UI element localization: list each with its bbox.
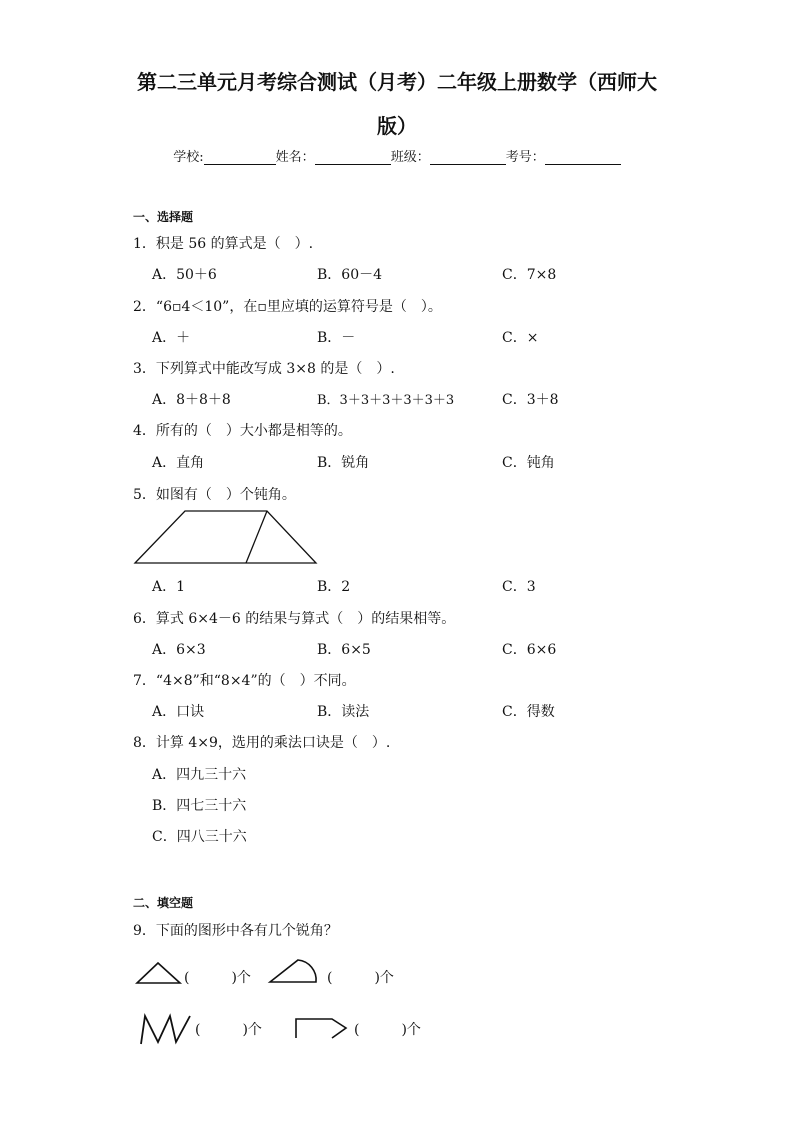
q3-option-b[interactable]: B．3＋3＋3＋3＋3＋3 (317, 393, 455, 408)
q1-option-b[interactable]: B．60－4 (317, 267, 383, 283)
q5-option-c[interactable]: C．3 (502, 579, 536, 595)
q8-option-b[interactable]: B．四七三十六 (152, 798, 247, 814)
q4-option-a[interactable]: A．直角 (152, 455, 205, 471)
arrow-shape (294, 1016, 350, 1042)
q6-option-a[interactable]: A．6×3 (152, 642, 206, 658)
question-3: 3．下列算式中能改写成 3×8 的是（ ）. (133, 361, 395, 377)
question-1: 1．积是 56 的算式是（ ）. (133, 236, 314, 252)
q5-option-b[interactable]: B．2 (317, 579, 351, 595)
triangle-shape (136, 960, 182, 986)
q8-option-c[interactable]: C．四八三十六 (152, 829, 247, 845)
question-4: 4．所有的（ ）大小都是相等的。 (133, 423, 352, 439)
question-8: 8．计算 4×9，选用的乘法口诀是（ ）. (133, 735, 391, 751)
q4-option-b[interactable]: B．锐角 (317, 455, 370, 471)
name-label: 姓名： (275, 150, 315, 165)
q2-option-b[interactable]: B．－ (317, 330, 356, 346)
school-label: 学校: (173, 150, 204, 165)
q5-option-a[interactable]: A．1 (152, 579, 186, 595)
exam-no-field[interactable] (545, 150, 621, 165)
q2-option-c[interactable]: C．× (502, 330, 539, 346)
exam-no-label: 考号： (505, 150, 545, 165)
q6-option-c[interactable]: C．6×6 (502, 642, 557, 658)
q7-option-b[interactable]: B．读法 (317, 704, 370, 720)
q9-blank-3[interactable]: ( )个 (195, 1022, 262, 1038)
page-title: 第二三单元月考综合测试（月考）二年级上册数学（西师大 (137, 70, 657, 94)
class-label: 班级： (390, 150, 430, 165)
q1-option-c[interactable]: C．7×8 (502, 267, 557, 283)
question-2: 2．“6▫4＜10”，在▫里应填的运算符号是（ ）。 (133, 299, 442, 315)
school-field[interactable] (204, 150, 276, 165)
q8-option-a[interactable]: A．四九三十六 (152, 767, 247, 783)
q6-option-b[interactable]: B．6×5 (317, 642, 371, 658)
q3-option-c[interactable]: C．3＋8 (502, 392, 559, 408)
q3-option-a[interactable]: A．8＋8＋8 (152, 392, 231, 408)
section-heading-choice: 一、选择题 (133, 210, 194, 224)
question-6: 6．算式 6×4－6 的结果与算式（ ）的结果相等。 (133, 611, 456, 627)
name-field[interactable] (315, 150, 391, 165)
q2-option-a[interactable]: A．＋ (152, 330, 191, 346)
q9-blank-1[interactable]: ( )个 (184, 970, 251, 986)
q7-option-c[interactable]: C．得数 (502, 704, 555, 720)
question-7: 7．“4×8”和“8×4”的（ ）不同。 (133, 673, 356, 689)
q9-blank-2[interactable]: ( )个 (327, 970, 394, 986)
zigzag-shape (138, 1012, 192, 1046)
trapezoid-figure (133, 509, 319, 567)
sector-shape (268, 956, 320, 986)
question-9: 9．下面的图形中各有几个锐角？ (133, 923, 338, 939)
question-5: 5．如图有（ ）个钝角。 (133, 487, 296, 503)
page-title-continued: 版） (377, 114, 417, 138)
q4-option-c[interactable]: C．钝角 (502, 455, 555, 471)
q7-option-a[interactable]: A．口诀 (152, 704, 205, 720)
class-field[interactable] (430, 150, 506, 165)
section-heading-fill-in: 二、填空题 (133, 896, 194, 910)
student-info-line (0, 146, 794, 165)
q9-blank-4[interactable]: ( )个 (354, 1022, 421, 1038)
q1-option-a[interactable]: A．50＋6 (152, 267, 217, 283)
